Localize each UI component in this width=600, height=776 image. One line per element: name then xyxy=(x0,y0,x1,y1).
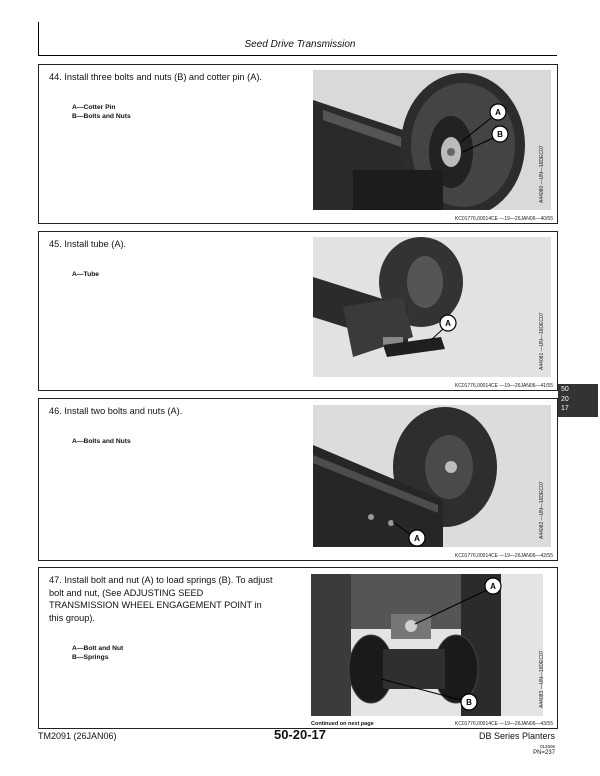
photo-id: A44081 —UN—16DEC07 xyxy=(539,312,545,370)
step-instruction-line: TRANSMISSION WHEEL ENGAGEMENT POINT in xyxy=(49,600,262,610)
legend-item: B—Springs xyxy=(72,654,109,661)
step-photo xyxy=(313,70,551,210)
step-legend xyxy=(72,437,131,446)
header-bottom-rule xyxy=(38,55,557,56)
wheel-assembly-illustration xyxy=(313,70,551,210)
step-instruction: 44. Install three bolts and nuts (B) and cotter pin (A). xyxy=(49,72,262,82)
footer-manual-id: TM2091 (26JAN06) xyxy=(38,731,117,741)
bolts-install-illustration xyxy=(313,405,551,547)
section-tab-line: 20 xyxy=(561,395,569,403)
legend-item: A—Cotter Pin xyxy=(72,104,116,111)
svg-text:B: B xyxy=(466,698,472,707)
legend-item: B—Bolts and Nuts xyxy=(72,113,131,120)
step-photo xyxy=(311,574,543,716)
step-block-44 xyxy=(38,64,558,224)
continued-note: Continued on next page xyxy=(311,721,374,727)
step-instruction: 45. Install tube (A). xyxy=(49,239,127,249)
svg-text:A: A xyxy=(495,108,501,117)
document-reference: KC01776,00014CE —19—26JAN06—42/55 xyxy=(454,553,553,559)
step-photo xyxy=(313,405,551,547)
footer-page-number: 50-20-17 xyxy=(273,727,327,742)
document-reference: KC01776,00014CE —19—26JAN06—43/55 xyxy=(454,721,553,727)
photo-id: A44083 —UN—16DEC07 xyxy=(539,650,545,708)
document-reference: KC01776,00014CE —19—26JAN06—40/55 xyxy=(454,216,553,222)
legend-item: A—Tube xyxy=(72,271,99,278)
document-reference: KC01776,00014CE —19—26JAN06—41/55 xyxy=(454,383,553,389)
legend-item: A—Bolts and Nuts xyxy=(72,438,131,445)
svg-text:A: A xyxy=(445,319,451,328)
footer-product-name: DB Series Planters xyxy=(478,731,555,741)
svg-text:B: B xyxy=(497,130,503,139)
photo-id: A44080 —UN—16DEC07 xyxy=(539,145,545,203)
section-tab-line: 50 xyxy=(561,386,569,393)
footer-pn: PN=237 xyxy=(533,750,555,756)
step-instruction-line: this group). xyxy=(49,612,95,623)
step-legend xyxy=(72,103,131,121)
step-instruction-line: bolt and nut, (See ADJUSTING SEED xyxy=(49,587,204,598)
svg-text:A: A xyxy=(490,582,496,591)
step-instruction xyxy=(49,574,319,624)
step-block-47 xyxy=(38,567,558,729)
step-instruction-line: 47. Install bolt and nut (A) to load springs (B). To adjust xyxy=(49,575,273,585)
page-header-title: Seed Drive Transmission xyxy=(244,39,356,50)
step-block-46 xyxy=(38,398,558,561)
legend-item: A—Bolt and Nut xyxy=(72,645,124,652)
svg-text:A: A xyxy=(414,534,420,543)
footer-date-code: 012606 xyxy=(539,744,555,749)
section-tab xyxy=(558,384,598,417)
step-instruction: 46. Install two bolts and nuts (A). xyxy=(49,406,183,416)
photo-id: A44082 —UN—16DEC07 xyxy=(539,481,545,539)
section-tab-line: 17 xyxy=(561,405,569,412)
tube-install-illustration xyxy=(313,237,551,377)
step-legend xyxy=(72,644,123,662)
step-block-45 xyxy=(38,231,558,391)
step-legend xyxy=(72,270,99,279)
springs-install-illustration xyxy=(311,574,543,716)
step-photo xyxy=(313,237,551,377)
